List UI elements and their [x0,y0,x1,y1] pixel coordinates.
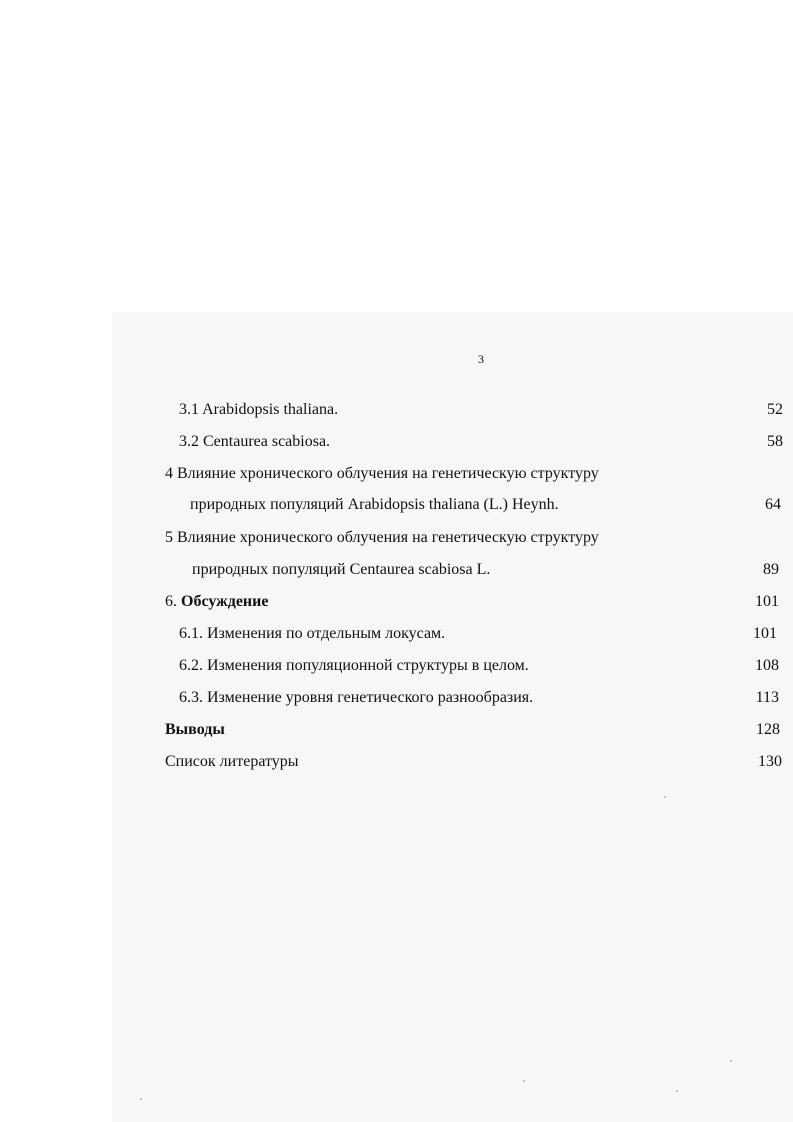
toc-entry-5-line2[interactable] [0,558,793,582]
toc-entry-page: 58 [767,433,783,450]
toc-entry-label [165,590,268,614]
toc-entry-6-2[interactable] [0,654,793,678]
scan-speck [140,1098,142,1100]
toc-entry-3-1[interactable] [0,398,793,422]
toc-entry-references[interactable] [0,750,793,774]
toc-entry-page: 128 [756,721,780,738]
toc-entry-label: 3.1 Arabidopsis thaliana. [179,401,339,418]
toc-entry-title: Обсуждение [181,593,269,610]
toc-entry-4-line2[interactable] [0,493,793,517]
toc-entry-label: 3.2 Centaurea scabiosa. [179,433,331,450]
scan-speck [664,796,666,798]
scan-speck [730,1060,732,1062]
toc-entry-page: 130 [758,753,782,770]
toc-entry-prefix: 6. [165,593,181,610]
toc-entry-label: природных популяций Arabidopsis thaliana (L.) Heynh. [190,496,559,513]
toc-entry-label: природных популяций Centaurea scabiosa L. [192,561,491,578]
toc-entry-page: 89 [763,561,779,578]
toc-entry-page: 52 [767,401,783,418]
toc-entry-page: 64 [765,496,781,513]
toc-entry-5-line1[interactable] [0,526,793,550]
toc-entry-label: Список литературы [165,753,299,770]
toc-entry-page: 113 [755,689,779,706]
toc-entry-label: 6.3. Изменение уровня генетического разнообразия. [179,689,534,706]
toc-entry-label: Выводы [165,721,225,738]
toc-entry-6-1[interactable] [0,622,793,646]
toc-entry-6[interactable] [0,590,793,614]
scan-speck [523,1080,525,1082]
toc-entry-4-line1[interactable] [0,462,793,486]
toc-entry-conclusions[interactable] [0,718,793,742]
toc-entry-label: 4 Влияние хронического облучения на генетическую структуру [165,465,599,482]
toc-entry-label: 5 Влияние хронического облучения на генетическую структуру [165,529,599,546]
scan-speck [676,1090,678,1092]
page-number: 3 [478,352,484,366]
toc-entry-label: 6.2. Изменения популяционной структуры в целом. [179,657,529,674]
toc-entry-label: 6.1. Изменения по отдельным локусам. [179,625,446,642]
toc-entry-3-2[interactable] [0,430,793,454]
toc-entry-page: 108 [755,657,779,674]
toc-entry-6-3[interactable] [0,686,793,710]
toc-entry-page: 101 [755,593,779,610]
toc-entry-page: 101 [753,625,777,642]
